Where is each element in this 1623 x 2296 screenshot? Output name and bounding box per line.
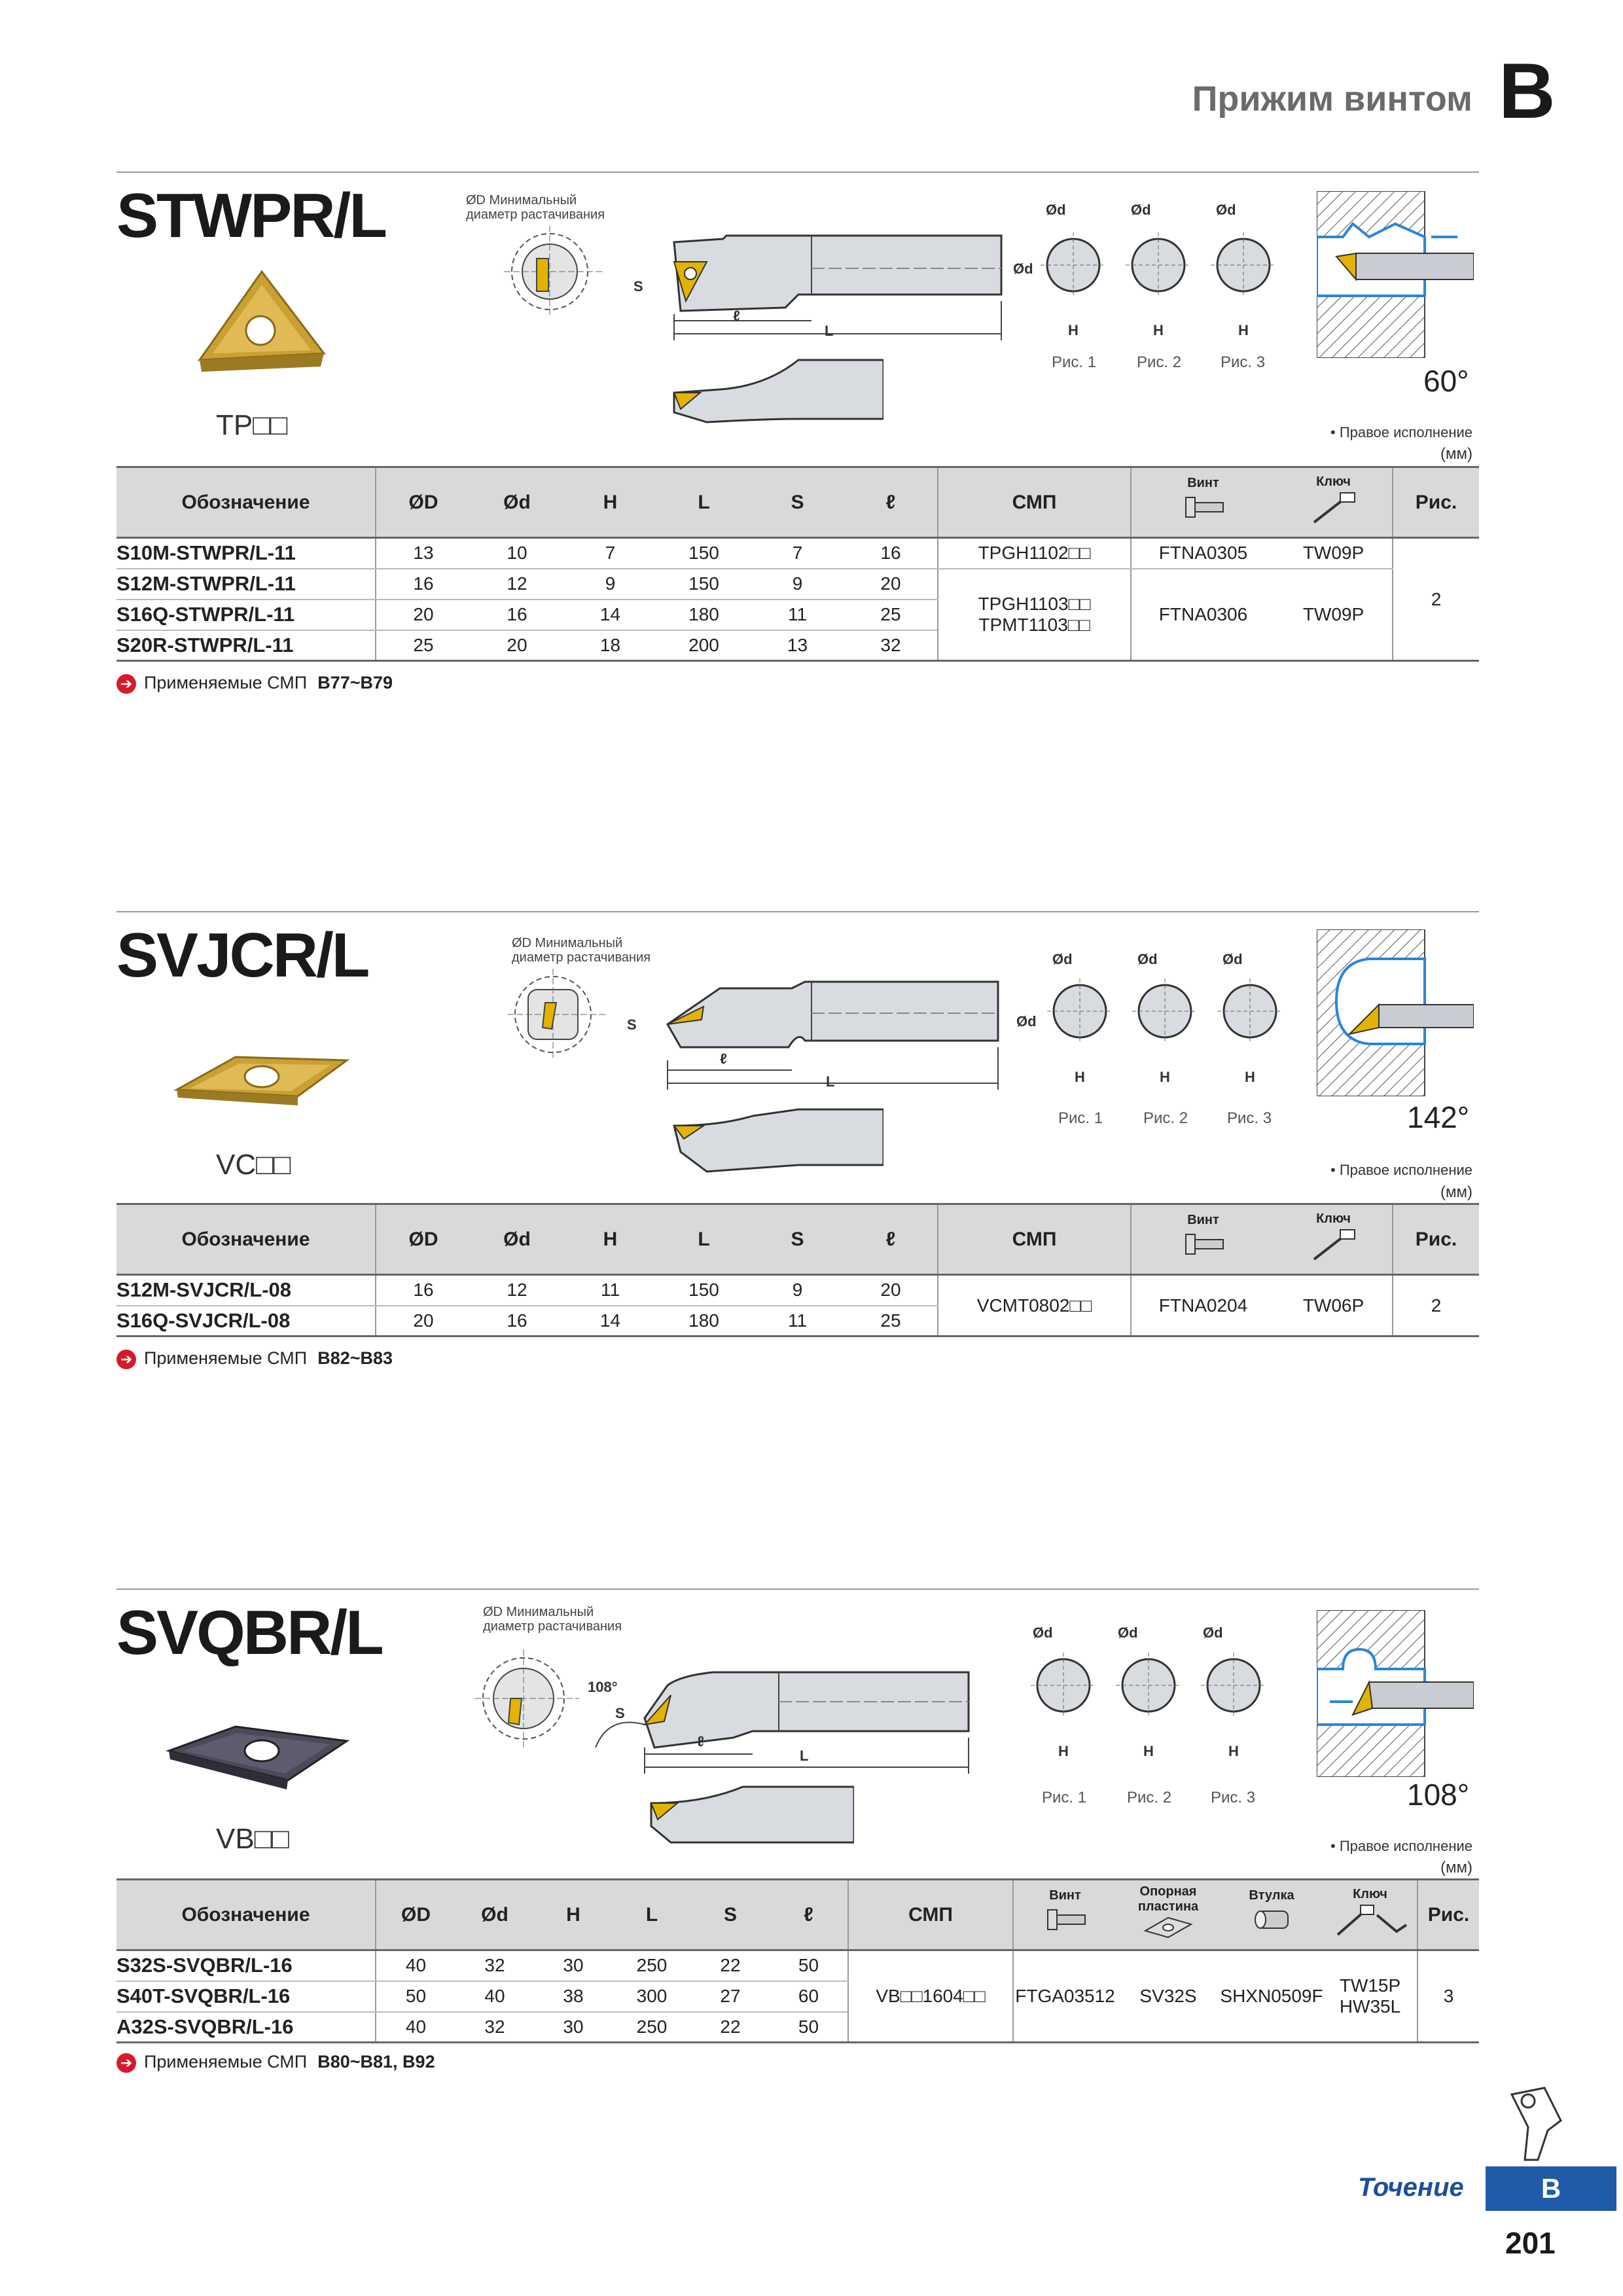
screw-label: Винт xyxy=(1049,1888,1081,1903)
insert-vb-image xyxy=(164,1721,353,1793)
col-key xyxy=(1275,1204,1393,1275)
key-icon xyxy=(1308,490,1360,526)
bore-section-diagram xyxy=(504,226,602,317)
right-hand-note: • Правое исполнение xyxy=(1330,1838,1472,1854)
col-d: Ød xyxy=(471,1204,563,1275)
section-divider xyxy=(116,1588,1479,1590)
fig1-d-label: Ød xyxy=(1052,951,1073,967)
tool-side-diagram xyxy=(641,969,1008,1100)
col-S: S xyxy=(751,1204,844,1275)
shim-icon xyxy=(1142,1914,1194,1941)
col-l: ℓ xyxy=(770,1880,848,1950)
page-number: 201 xyxy=(1505,2226,1556,2260)
fig3-d-label: Ød xyxy=(1216,202,1236,218)
fig2-h-label: H xyxy=(1143,1743,1154,1759)
dim-L-label: L xyxy=(826,1073,835,1090)
col-key xyxy=(1323,1880,1418,1950)
screw-icon xyxy=(1181,1228,1226,1261)
tool-side-diagram xyxy=(635,223,1008,353)
fig3-d-label: Ød xyxy=(1222,951,1243,967)
fig1-h-label: H xyxy=(1068,322,1079,338)
applicable-inserts-link[interactable]: ➔ Применяемые СМП B77~B79 xyxy=(116,673,393,694)
min-bore-label: ØD Минимальный диаметр растачивания xyxy=(512,936,651,965)
fig2-label: Рис. 2 xyxy=(1137,353,1182,371)
spec-table xyxy=(116,466,1479,662)
category-label: Точение xyxy=(1358,2173,1464,2202)
bore-section-diagram xyxy=(474,1649,579,1748)
col-l: ℓ xyxy=(844,1204,938,1275)
fig2-h-label: H xyxy=(1153,322,1164,338)
unit-label: (мм) xyxy=(1440,1183,1472,1201)
arrow-right-icon: ➔ xyxy=(116,674,136,694)
fig1-h-label: H xyxy=(1058,1743,1069,1759)
machining-diagram xyxy=(1317,191,1474,358)
applicable-inserts-link[interactable]: ➔ Применяемые СМП B80~B81, B92 xyxy=(116,2052,435,2073)
spec-table xyxy=(116,1878,1479,2043)
dim-d-label: Ød xyxy=(1016,1013,1037,1030)
tool-side-diagram xyxy=(582,1656,982,1780)
fig2-d-label: Ød xyxy=(1131,202,1151,218)
screw-icon xyxy=(1043,1903,1088,1936)
min-bore-label: ØD Минимальный диаметр растачивания xyxy=(466,193,605,222)
insert-code: TP□□ xyxy=(216,409,288,441)
fig1-d-label: Ød xyxy=(1046,202,1066,218)
col-screw xyxy=(1131,1204,1275,1275)
min-bore-label: ØD Минимальный диаметр растачивания xyxy=(483,1605,622,1634)
table-row: S12M-SVJCR/L-08 16 12 11 150 9 20 VCMT0802□□ FTNA0204 TW06P 2 xyxy=(116,1275,1479,1306)
screw-icon xyxy=(1181,491,1226,524)
applicable-inserts-link[interactable]: ➔ Применяемые СМП B82~B83 xyxy=(116,1348,393,1369)
fig1-label: Рис. 1 xyxy=(1042,1789,1087,1806)
dim-s-label: S xyxy=(627,1016,637,1033)
tool-title: STWPR/L xyxy=(116,181,385,251)
dim-s-label: S xyxy=(615,1705,625,1721)
table-row: S40T-SVQBR/L-16 50 40 38 300 27 60 xyxy=(116,1981,1479,2012)
col-d: Ød xyxy=(471,467,563,538)
col-l: ℓ xyxy=(844,467,938,538)
bore-section-diagram xyxy=(507,969,605,1060)
page-header-title: Прижим винтом xyxy=(1192,79,1472,118)
dim-d-label: Ød xyxy=(1013,260,1033,277)
section-divider xyxy=(116,911,1479,912)
fig3-d-label: Ød xyxy=(1203,1624,1223,1641)
turning-tool-icon xyxy=(1499,2081,1577,2163)
col-insert: СМП xyxy=(938,467,1131,538)
tool-top-diagram xyxy=(645,1780,854,1859)
fig3-label: Рис. 3 xyxy=(1211,1789,1256,1806)
sleeve-icon xyxy=(1249,1903,1294,1936)
fig-number: 2 xyxy=(1393,1275,1479,1336)
screw-label: Винт xyxy=(1187,476,1219,490)
shim-label: Опорная пластина xyxy=(1137,1884,1199,1914)
section-divider xyxy=(116,171,1479,173)
table-row: S20R-STWPR/L-11 25 20 18 200 13 32 xyxy=(116,630,1479,661)
dim-s-label: S xyxy=(633,278,643,295)
fig2-h-label: H xyxy=(1160,1069,1170,1085)
tool-top-diagram xyxy=(668,1106,883,1178)
fig1-d-label: Ød xyxy=(1033,1624,1053,1641)
table-row: S10M-STWPR/L-11 13 10 7 150 7 16 TPGH1102□□ FTNA0305 TW09P 2 xyxy=(116,538,1479,569)
insert-code: VC□□ xyxy=(216,1149,291,1181)
col-fig: Рис. xyxy=(1418,1880,1479,1950)
insert-tp-image xyxy=(190,268,327,373)
tool-top-diagram xyxy=(668,357,883,435)
unit-label: (мм) xyxy=(1440,445,1472,463)
unit-label: (мм) xyxy=(1440,1859,1472,1876)
dim-L-label: L xyxy=(800,1748,809,1764)
dim-l-label: ℓ xyxy=(733,308,740,324)
fig3-h-label: H xyxy=(1228,1743,1239,1759)
cutting-angle: 142° xyxy=(1407,1100,1470,1134)
shank-figures xyxy=(1041,962,1302,1086)
fig1-label: Рис. 1 xyxy=(1058,1109,1103,1127)
small-angle-label: 108° xyxy=(588,1679,618,1695)
col-insert: СМП xyxy=(938,1204,1131,1275)
right-hand-note: • Правое исполнение xyxy=(1330,1162,1472,1178)
col-fig: Рис. xyxy=(1393,1204,1479,1275)
machining-diagram xyxy=(1317,1610,1474,1777)
fig3-h-label: H xyxy=(1245,1069,1255,1085)
cutting-angle: 60° xyxy=(1423,364,1469,398)
shank-figures xyxy=(1024,1636,1286,1761)
col-L: L xyxy=(657,1204,751,1275)
insert-code: VB□□ xyxy=(216,1823,289,1855)
col-sleeve xyxy=(1220,1880,1323,1950)
cutting-angle: 108° xyxy=(1407,1778,1470,1812)
fig2-label: Рис. 2 xyxy=(1143,1109,1188,1127)
machining-diagram xyxy=(1317,929,1474,1096)
category-letter-tab: B xyxy=(1486,2166,1616,2211)
table-row: S32S-SVQBR/L-16 40 32 30 250 22 50 VB□□1604□□ FTGA03512 SV32S SHXN0509F TW15P HW35L 3 xyxy=(116,1950,1479,1981)
col-H: H xyxy=(563,1204,657,1275)
key-icon xyxy=(1331,1902,1410,1938)
fig2-label: Рис. 2 xyxy=(1127,1789,1172,1806)
col-D: ØD xyxy=(376,1880,455,1950)
insert-vc-image xyxy=(170,1050,353,1109)
tool-title: SVJCR/L xyxy=(116,920,368,990)
col-designation: Обозначение xyxy=(116,1204,376,1275)
fig2-d-label: Ød xyxy=(1118,1624,1138,1641)
right-hand-note: • Правое исполнение xyxy=(1330,424,1472,440)
fig-number: 2 xyxy=(1393,538,1479,661)
arrow-right-icon: ➔ xyxy=(116,2053,136,2073)
spec-table xyxy=(116,1203,1479,1337)
key-label: Ключ xyxy=(1353,1886,1387,1901)
fig3-label: Рис. 3 xyxy=(1227,1109,1272,1127)
col-H: H xyxy=(534,1880,613,1950)
col-L: L xyxy=(657,467,751,538)
dim-L-label: L xyxy=(825,323,834,339)
fig1-h-label: H xyxy=(1075,1069,1085,1085)
table-row: S16Q-STWPR/L-11 20 16 14 180 11 25 xyxy=(116,600,1479,630)
col-D: ØD xyxy=(376,1204,471,1275)
table-row: S16Q-SVJCR/L-08 20 16 14 180 11 25 xyxy=(116,1306,1479,1336)
col-screw xyxy=(1131,467,1275,538)
col-insert: СМП xyxy=(848,1880,1013,1950)
col-D: ØD xyxy=(376,467,471,538)
key-label: Ключ xyxy=(1316,474,1351,489)
col-L: L xyxy=(613,1880,691,1950)
col-H: H xyxy=(563,467,657,538)
fig3-h-label: H xyxy=(1238,322,1249,338)
sleeve-label: Втулка xyxy=(1249,1888,1294,1903)
fig2-d-label: Ød xyxy=(1137,951,1158,967)
col-S: S xyxy=(751,467,844,538)
col-fig: Рис. xyxy=(1393,467,1479,538)
screw-label: Винт xyxy=(1187,1213,1219,1227)
fig1-label: Рис. 1 xyxy=(1052,353,1097,371)
tool-title: SVQBR/L xyxy=(116,1598,382,1668)
col-designation: Обозначение xyxy=(116,1880,376,1950)
col-shim xyxy=(1116,1880,1220,1950)
col-screw xyxy=(1013,1880,1116,1950)
key-label: Ключ xyxy=(1316,1211,1351,1226)
table-row: S12M-STWPR/L-11 16 12 9 150 9 20 TPGH1103□□ TPMT1103□□ FTNA0306 TW09P xyxy=(116,569,1479,600)
key-icon xyxy=(1308,1227,1360,1263)
table-row: A32S-SVQBR/L-16 40 32 30 250 22 50 xyxy=(116,2012,1479,2043)
arrow-right-icon: ➔ xyxy=(116,1350,136,1369)
fig-number: 3 xyxy=(1418,1950,1479,2043)
fig3-label: Рис. 3 xyxy=(1221,353,1266,371)
col-key xyxy=(1275,467,1393,538)
col-d: Ød xyxy=(455,1880,534,1950)
col-S: S xyxy=(691,1880,770,1950)
col-designation: Обозначение xyxy=(116,467,376,538)
dim-l-label: ℓ xyxy=(697,1733,704,1749)
section-letter: B xyxy=(1499,47,1556,135)
dim-l-label: ℓ xyxy=(720,1050,727,1067)
